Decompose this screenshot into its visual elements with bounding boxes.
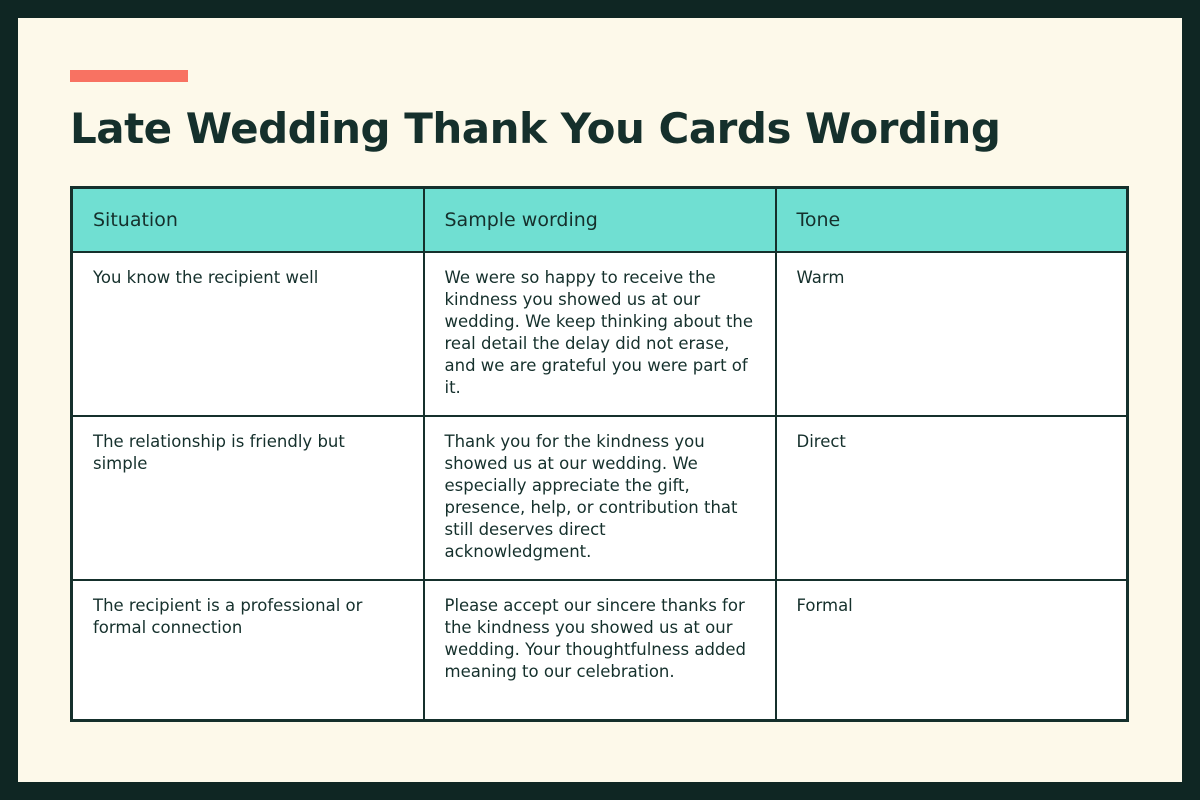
situation-cell: You know the recipient well: [72, 252, 424, 416]
wording-cell: Thank you for the kindness you showed us at our wedding. We especially appreciate the gift, presence, help, or contribution that still deserves direct acknowledgment.: [424, 416, 776, 580]
wording-cell: Please accept our sincere thanks for the kindness you showed us at our wedding. Your thoughtfulness added meaning to our celebration.: [424, 580, 776, 721]
wording-table: [70, 186, 1129, 722]
column-header-tone: Tone: [776, 188, 1128, 253]
table-row: [72, 416, 1128, 580]
page-title: Late Wedding Thank You Cards Wording: [70, 104, 1001, 153]
wording-cell: We were so happy to receive the kindness you showed us at our wedding. We keep thinking about the real detail the delay did not erase, and we are grateful you were part of it.: [424, 252, 776, 416]
situation-cell: The recipient is a professional or formal connection: [72, 580, 424, 721]
table-row: [72, 252, 1128, 416]
accent-bar: [70, 70, 188, 82]
table-row: [72, 580, 1128, 721]
tone-cell: Formal: [776, 580, 1128, 721]
situation-cell: The relationship is friendly but simple: [72, 416, 424, 580]
tone-cell: Warm: [776, 252, 1128, 416]
tone-cell: Direct: [776, 416, 1128, 580]
table-header-row: [72, 188, 1128, 253]
column-header-situation: Situation: [72, 188, 424, 253]
column-header-sample-wording: Sample wording: [424, 188, 776, 253]
content-card: [18, 18, 1182, 782]
